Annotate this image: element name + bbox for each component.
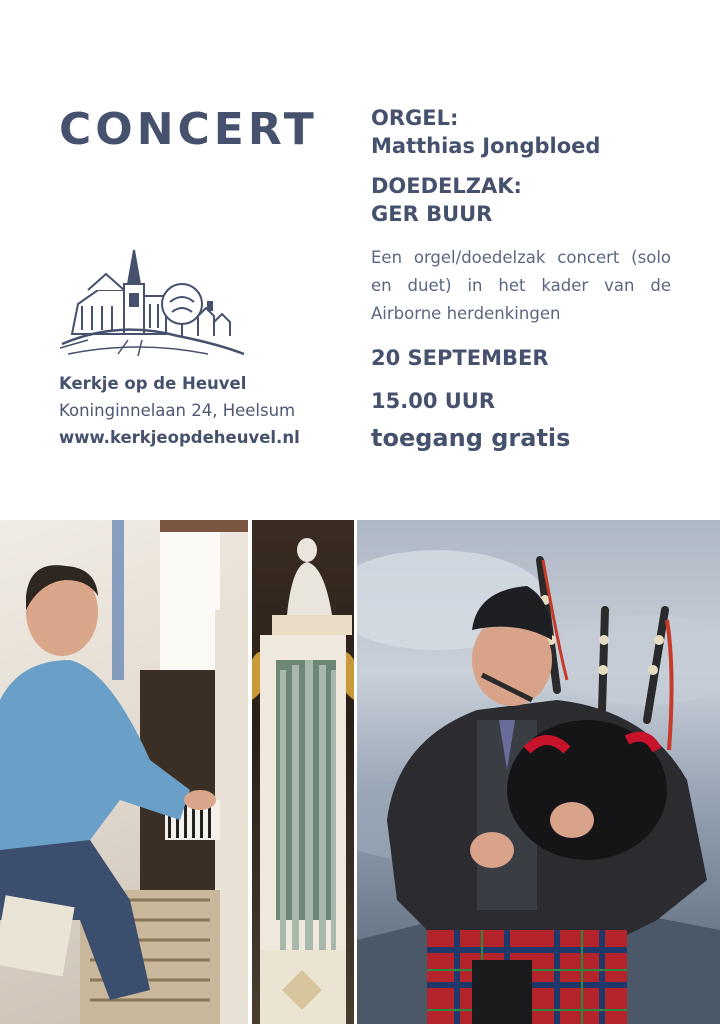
- church-logo: [58, 244, 248, 364]
- entry-info: toegang gratis: [371, 424, 571, 452]
- performers-block: [371, 104, 671, 328]
- organist-photo: [0, 520, 248, 1024]
- photo-strip: [0, 520, 720, 1024]
- performer-bagpipe-role: DOEDELZAK:: [371, 174, 522, 198]
- concert-time: 15.00 UUR: [371, 389, 496, 413]
- performer-bagpipe-name: GER BUUR: [371, 202, 493, 226]
- concert-description: Een orgel/doedelzak concert (solo en duet) in het kader van de Airborne herdenkingen: [371, 248, 671, 323]
- performer-organ-role: ORGEL:: [371, 106, 459, 130]
- performer-organ-name: Matthias Jongbloed: [371, 134, 601, 158]
- poster-title: CONCERT: [59, 104, 318, 155]
- bagpiper-photo: [357, 520, 720, 1024]
- venue-address: Koninginnelaan 24, Heelsum: [59, 401, 296, 420]
- venue-name: Kerkje op de Heuvel: [59, 374, 247, 393]
- organ-pipes-photo: [252, 520, 354, 1024]
- concert-date: 20 SEPTEMBER: [371, 346, 549, 370]
- venue-website-link[interactable]: www.kerkjeopdeheuvel.nl: [59, 428, 300, 447]
